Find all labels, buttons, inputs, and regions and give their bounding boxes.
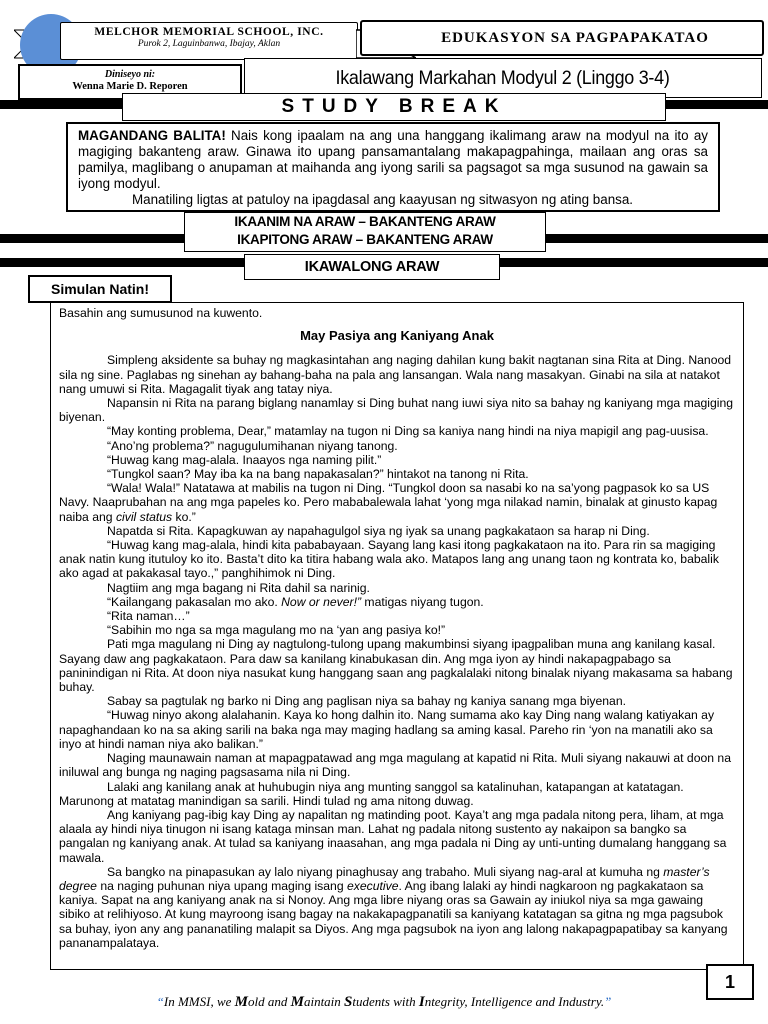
motto-initial: M <box>234 994 248 1010</box>
story-body <box>59 353 735 950</box>
story-text: “Huwag ninyo akong alalahanin. Kaya ko hong dalhin ito. Nang sumama ako kay Ding nang walang katiyakan ay napaghandaan ko na sa aking sarili na baka nga may maging hadlang sa aming kasal. Pareho rin ‘yon na manatili ako sa inyo at hindi naman niya ako balikan.” <box>59 708 715 751</box>
designer-label: Diniseyo ni: <box>104 69 156 80</box>
story-paragraph <box>59 424 735 438</box>
day-seven-label: IKAPITONG ARAW – BAKANTENG ARAW <box>237 232 493 247</box>
story-text: Napatda si Rita. Kapagkuwan ay napahagulgol siya ng iyak sa unang pagkakataon sa harap ni Ding. <box>107 523 650 538</box>
study-break-banner <box>122 93 666 121</box>
motto-initial: M <box>290 994 304 1010</box>
story-text: “Rita naman…” <box>107 609 190 624</box>
story-text: “Tungkol saan? May iba ka na bang napakasalan?” hintakot na tanong ni Rita. <box>107 467 529 482</box>
story-text: Lalaki ang kanilang anak at huhubugin niya ang munting sanggol sa katalinuhan, katapangan at katatagan. Marunong at matatag manindigan sa sarili. Hindi tulad ng ama nitong duwag. <box>59 779 684 808</box>
simulan-natin-box <box>28 275 172 303</box>
story-paragraph <box>59 708 735 751</box>
story-paragraph <box>59 453 735 467</box>
motto-part: old and <box>247 994 291 1009</box>
story-text: “Sabihin mo nga sa mga magulang mo na ‘yan ang pasiya ko!” <box>107 623 446 638</box>
simulan-natin-label: Simulan Natin! <box>50 281 149 297</box>
story-text: “Huwag kang mag-alala. Inaayos nga naming pilit.” <box>107 452 382 467</box>
study-break-title: STUDY BREAK <box>281 96 507 117</box>
motto-part: aintain <box>303 994 345 1009</box>
motto-part: ntegrity, Intelligence and Industry. <box>424 994 605 1009</box>
page-number: 1 <box>724 971 735 992</box>
story-emphasis: Now or never!” <box>281 594 362 609</box>
story-text: Naging maunawain naman at mapagpatawad ang mga magulang at kapatid ni Rita. Muli siyang nakauwi at doon na iniluwal ang bunga ng naging pagsasama nila ni Ding. <box>59 751 731 780</box>
story-paragraph <box>59 439 735 453</box>
story-text: na naging puhunan niya upang maging isang <box>96 878 347 893</box>
story-paragraph <box>59 780 735 808</box>
story-emphasis: master’s degree <box>59 864 710 893</box>
story-paragraph <box>59 396 735 424</box>
story-text: “Ano’ng problema?” nagugulumihanan niyang tanong. <box>107 438 398 453</box>
day-eight-banner <box>244 254 500 280</box>
story-paragraph <box>59 581 735 595</box>
story-paragraph <box>59 538 735 581</box>
story-emphasis: executive <box>347 878 399 893</box>
announcement-closing: Manatiling ligtas at patuloy na ipagdasal ang kaayusan ng sitwasyon ng ating bansa. <box>132 192 633 207</box>
subject-title: EDUKASYON SA PAGPAPAKATAO <box>441 29 709 46</box>
module-banner <box>244 58 762 98</box>
announcement-lead: MAGANDANG BALITA! <box>78 128 226 143</box>
story-box <box>50 302 744 970</box>
story-text: Ang kaniyang pag-ibig kay Ding ay napalitan ng matinding poot. Kaya’t ang mga padala nitong pera, liham, at mga alaala ay hindi niya tinugon ni isang kataga minsan man. Lahat ng padala nitong sustento ay nakaipon sa bangko sa pangalan ng kaniyang anak. At tulad sa kaniyang inaasahan, ang mga padala ni Ding ay unti-unting dumalang hanggang sa mawala. <box>59 807 727 865</box>
motto-initial: S <box>344 994 353 1010</box>
story-text: Simpleng aksidente sa buhay ng magkasintahan ang naging dahilan kung bakit nagtanan sina Rita at Ding. Nanood sila ng sine. Paglabas ng sinehan ay bahang-baha na pala ang lansangan. Wala nang masakyan. Ginabi na sila at natakot nang umuwi si Rita. Magagalit tiyak ang tatay niya. <box>59 353 732 396</box>
motto-close-quote: ” <box>604 994 612 1009</box>
story-text: “Kailangang pakasalan mo ako. <box>107 594 282 609</box>
vacant-days-box <box>184 212 546 252</box>
story-text: ko.” <box>172 509 196 524</box>
story-paragraph <box>59 623 735 637</box>
story-title: May Pasiya ang Kaniyang Anak <box>300 328 494 344</box>
motto-part: In MMSI, we <box>163 994 235 1009</box>
announcement-body: Nais kong ipaalam na ang una hanggang ikalimang araw na modyul na ito ay magiging bakanteng araw. Ginawa ito upang pansamantalang makapagpahinga, mailaan ang oras sa pamilya, maglibang o anupaman at maihanda ang iyong sarili sa pagsagot sa mga susunod na gawain sa iyong modyul. <box>78 128 708 191</box>
story-paragraph <box>59 808 735 865</box>
story-paragraph <box>59 353 735 396</box>
story-emphasis: civil status <box>115 509 173 524</box>
school-header <box>60 22 358 60</box>
story-text: Nagtiim ang mga bagang ni Rita dahil sa narinig. <box>107 580 370 595</box>
story-paragraph <box>59 694 735 708</box>
story-text: matigas niyang tugon. <box>361 594 484 609</box>
module-title: Ikalawang Markahan Modyul 2 (Linggo 3-4) <box>335 66 670 89</box>
school-motto <box>0 994 768 1011</box>
story-text: Sa bangko na pinapasukan ay lalo niyang pinaghusay ang trabaho. Muli siyang nag-aral at kumuha ng <box>107 864 664 879</box>
day-eight-label: IKAWALONG ARAW <box>304 259 440 275</box>
school-address: Purok 2, Laguinbanwa, Ibajay, Aklan <box>137 39 281 49</box>
announcement-box <box>66 122 720 212</box>
story-instruction: Basahin ang sumusunod na kuwento. <box>59 306 263 320</box>
story-paragraph <box>59 467 735 481</box>
story-paragraph <box>59 637 735 694</box>
motto-open-quote: “ <box>156 994 164 1009</box>
story-text: Napansin ni Rita na parang biglang nanamlay si Ding buhat nang iuwi siya nito sa bahay ng kaniyang mga magiging biyenan. <box>59 396 734 425</box>
school-name: MELCHOR MEMORIAL SCHOOL, INC. <box>94 26 324 38</box>
motto-part: tudents with <box>352 994 419 1009</box>
story-paragraph <box>59 524 735 538</box>
story-text: . Ang ibang lalaki ay hindi nagkaroon ng pagkakataon sa kaniya. Sapat na ang kaniyang anak na si Nonoy. Ang mga libre niyang oras sa Gawain ay iniukol niya sa mga gawaing sibiko at relihiyoso. At kung mayroong isang bagay na nakakapagpanatili sa kaniyang katatagan sa gitna ng mga pagsubok sa buhay, iyon any ang pananatiling malapit sa Diyos. Ang mga pagsubok na iyon ang lalong nakapagpapatibay sa kanyang pananampalataya. <box>59 878 728 950</box>
story-text: “May konting problema, Dear,” matamlay na tugon ni Ding sa kaniya nang hindi na niya mapigil ang pag-uusisa. <box>107 424 709 439</box>
story-paragraph <box>59 609 735 623</box>
story-paragraph <box>59 751 735 779</box>
story-paragraph <box>59 595 735 609</box>
story-paragraph <box>59 481 735 524</box>
story-paragraph <box>59 865 735 950</box>
story-text: Sabay sa pagtulak ng barko ni Ding ang paglisan niya sa bahay ng kaniya sanang mga biyenan. <box>107 694 627 709</box>
motto-initial: I <box>418 994 425 1010</box>
story-text: “Huwag kang mag-alala, hindi kita pababayaan. Sayang lang kasi itong pagkakataon na ito. Para rin sa magiging anak natin kung itutuloy ko ito. Basta’t dito ka titira habang wala ako. Matapos lang ang unang taon ng kontrata ko, babalik ako agad at pakakasal tayo.,” panghihimok ni Ding. <box>59 538 719 581</box>
day-six-label: IKAANIM NA ARAW – BAKANTENG ARAW <box>234 214 496 229</box>
designer-name: Wenna Marie D. Reporen <box>72 81 188 92</box>
subject-banner <box>360 20 764 56</box>
story-text: “Wala! Wala!” Natatawa at mabilis na tugon ni Ding. “Tungkol doon sa nasabi ko na sa’yong pagpasok ko sa US Navy. Naaprubahan na ang mga papeles ko. Pero mababalewala lahat ‘yong mga nilakad namin, binalak at ginusto kapag naiba ang <box>59 481 718 524</box>
story-text: Pati mga magulang ni Ding ay nagtulong-tulong upang makumbinsi siyang ipagpaliban muna ang kanilang kasal. Sayang daw ang pagkakataon. Para daw sa kanilang kinabukasan din. Ang mga iyon ay hindi nakapagpabago sa paninindigan ni Rita. At doon niya nasukat kung hanggang saan ang pagkalalaki nitong binalak niyang makasama sa habang buhay. <box>59 637 733 695</box>
